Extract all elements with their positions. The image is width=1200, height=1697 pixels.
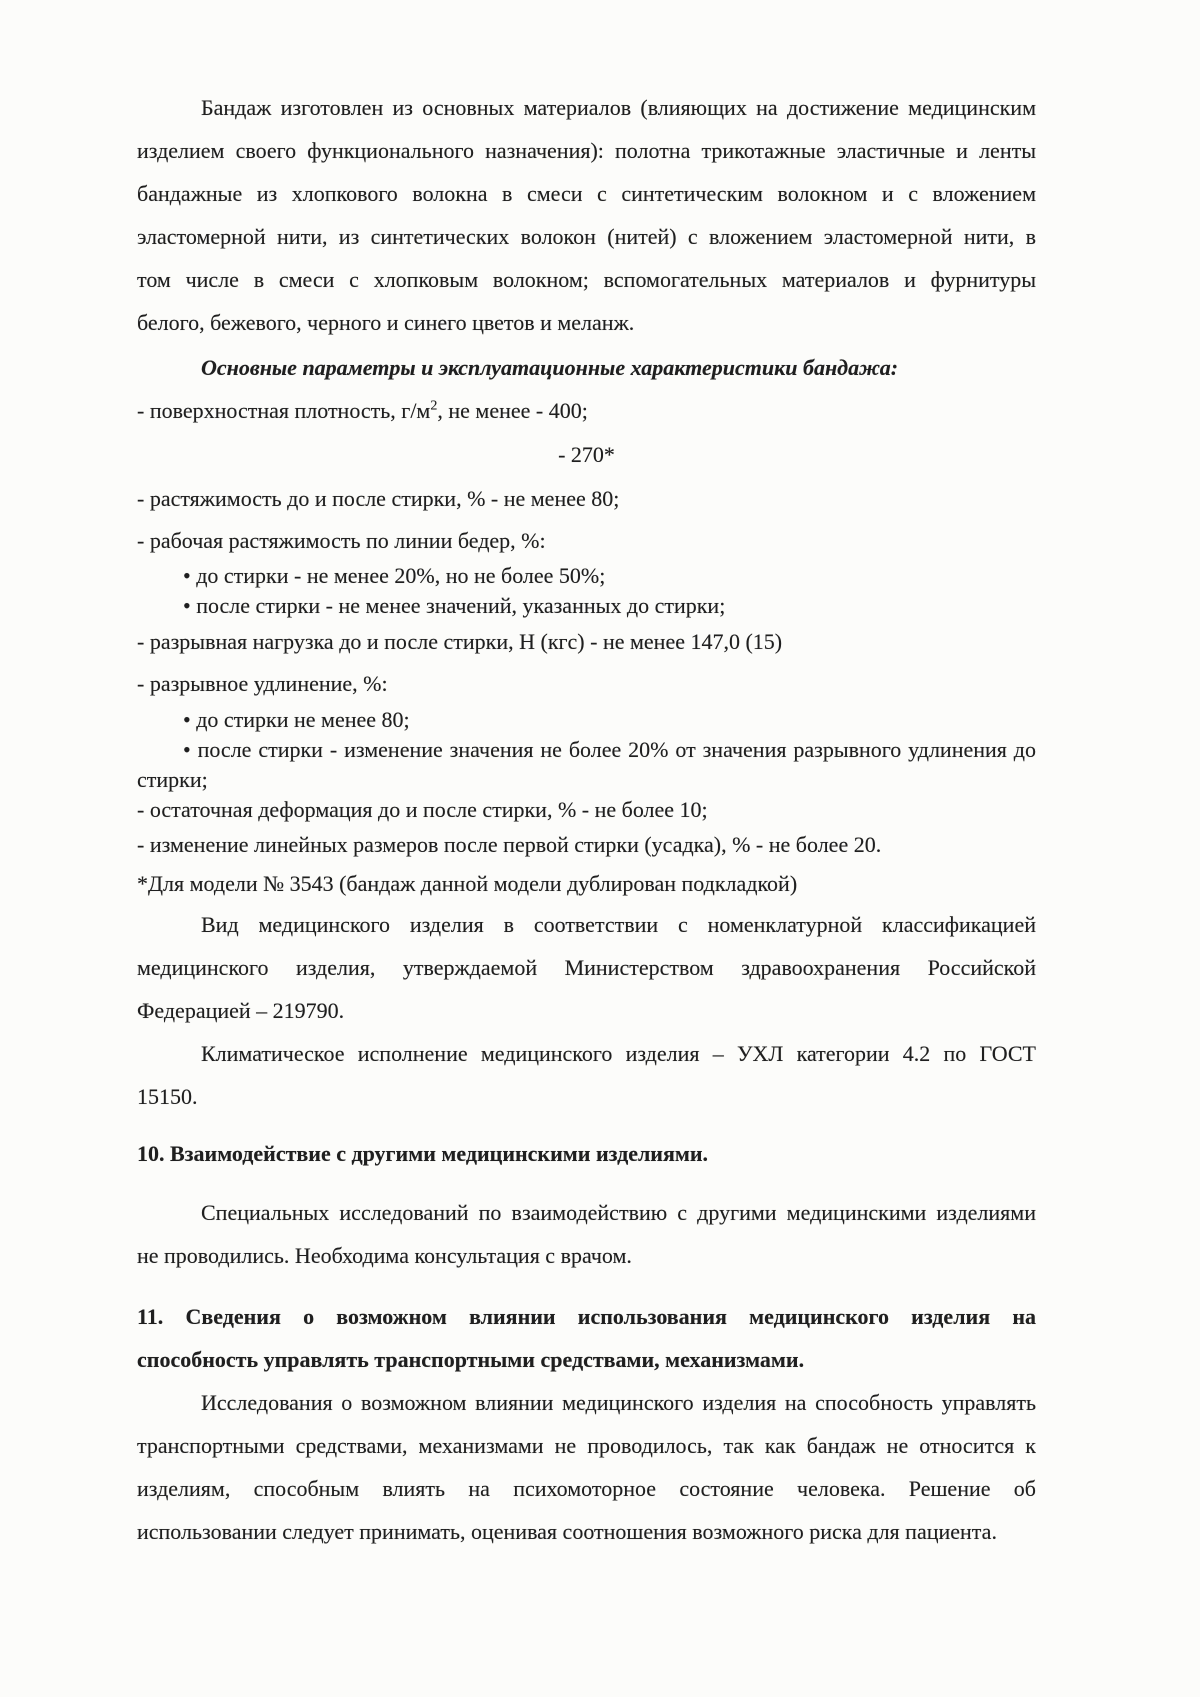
bullet-elongation-after-wash: • после стирки - изменение значения не более 20% от значения разрывного удлинения до стирки; [137,737,1036,792]
intro-paragraph [137,86,1036,344]
intro-line-4: эластомерной нити, из синтетических волокон (нитей) с вложением эластомерной нити, в [137,224,1036,249]
spec-surface-density-text: - поверхностная плотность, г/м [137,398,431,423]
spec-surface-density [137,389,1036,433]
intro-line-6: белого, бежевого, черного и синего цветов и меланж. [137,310,635,335]
section-10-heading: 10. Взаимодействие с другими медицинскими изделиями. [137,1141,709,1166]
nomenclature-line-1: Вид медицинского изделия в соответствии с номенклатурной классификацией [201,912,1036,937]
model-footnote: *Для модели № 3543 (бандаж данной модели дублирован подкладкой) [137,871,798,896]
spec-surface-density-alt: - 270* [558,442,615,467]
section-11-heading-line-2: способность управлять транспортными средствами, механизмами. [137,1347,805,1372]
bullet-working-stretch-after-wash: • после стирки - не менее значений, указанных до стирки; [183,593,726,618]
intro-line-5: том числе в смеси с хлопковым волокном; вспомогательных материалов и фурнитуры [137,267,1036,292]
intro-line-1: Бандаж изготовлен из основных материалов (влияющих на достижение медицинским [201,95,1036,120]
bullet-elongation-before-wash: • до стирки не менее 80; [183,707,410,732]
section-11-body-line-1: Исследования о возможном влиянии медицинского изделия на способность управлять [201,1390,1036,1415]
section-10-body-line-1: Специальных исследований по взаимодействию с другими медицинскими изделиями [201,1200,1036,1225]
nomenclature-line-2: медицинского изделия, утверждаемой Министерством здравоохранения Российской [137,955,1036,980]
section-10-body [137,1191,1036,1277]
nomenclature-line-3: Федерацией – 219790. [137,998,345,1023]
section-11-heading [137,1295,1036,1381]
section-11-body-line-2: транспортными средствами, механизмами не проводилось, так как бандаж не относится к [137,1433,1036,1458]
intro-line-2: изделием своего функционального назначения): полотна трикотажные эластичные и ленты [137,138,1036,163]
nomenclature-paragraph [137,903,1036,1032]
spec-residual-deformation: - остаточная деформация до и после стирки, % - не более 10; [137,797,708,822]
section-11-body [137,1381,1036,1553]
spec-working-stretch: - рабочая растяжимость по линии бедер, %: [137,528,546,553]
spec-breaking-load: - разрывная нагрузка до и после стирки, Н (кгс) - не менее 147,0 (15) [137,629,783,654]
section-11-heading-line-1: 11. Сведения о возможном влиянии использования медицинского изделия на [137,1304,1036,1329]
section-10-body-line-2: не проводились. Необходима консультация с врачом. [137,1243,632,1268]
section-11-body-line-4: использовании следует принимать, оценивая соотношения возможного риска для пациента. [137,1519,997,1544]
climate-paragraph [137,1032,1036,1118]
intro-line-3: бандажные из хлопкового волокна в смеси с синтетическим волокном и с вложением [137,181,1036,206]
parameters-heading: Основные параметры и эксплуатационные характеристики бандажа: [201,355,899,380]
spec-stretchability: - растяжимость до и после стирки, % - не менее 80; [137,486,620,511]
spec-surface-density-value: , не менее - 400; [437,398,588,423]
bullet-working-stretch-before-wash: • до стирки - не менее 20%, но не более 50%; [183,563,606,588]
climate-line-1: Климатическое исполнение медицинского изделия – УХЛ категории 4.2 по ГОСТ [201,1041,1036,1066]
spec-shrinkage: - изменение линейных размеров после первой стирки (усадка), % - не более 20. [137,832,882,857]
superscript-2: 2 [430,398,438,414]
section-11-body-line-3: изделиям, способным влиять на психомоторное состояние человека. Решение об [137,1476,1036,1501]
climate-line-2: 15150. [137,1084,198,1109]
spec-breaking-elongation: - разрывное удлинение, %: [137,671,388,696]
